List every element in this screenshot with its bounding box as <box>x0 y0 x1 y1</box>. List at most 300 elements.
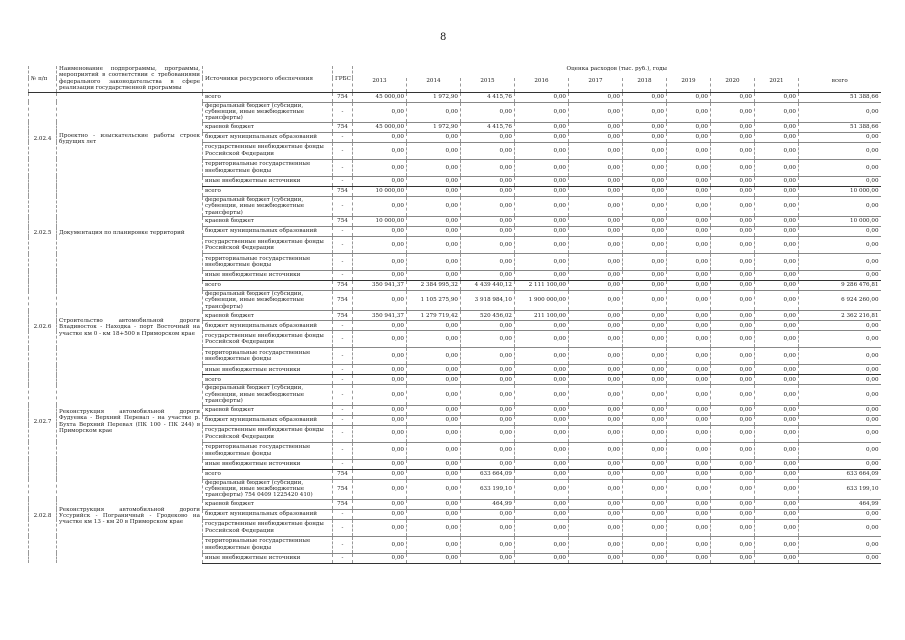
amount-cell: 1 972,90 <box>407 122 461 132</box>
amount-cell: 0,00 <box>461 536 515 553</box>
amount-cell: 0,00 <box>569 499 623 509</box>
amount-cell: 0,00 <box>353 479 407 499</box>
funding-source: бюджет муниципальных образований <box>203 509 333 519</box>
header-year: 2017 <box>569 78 623 92</box>
amount-cell: 0,00 <box>711 553 755 563</box>
funding-source: государственные внебюджетные фонды Российской Федерации <box>203 142 333 159</box>
amount-cell: 0,00 <box>569 254 623 271</box>
amount-cell: 0,00 <box>407 132 461 142</box>
funding-source: федеральный бюджет (субсидии, субвенции, иные межбюджетные трансферты) <box>203 385 333 405</box>
amount-cell: 0,00 <box>353 405 407 415</box>
amount-cell: 0,00 <box>623 405 667 415</box>
grbs-code: - <box>333 102 353 122</box>
funding-source: иные внебюджетные источники <box>203 176 333 186</box>
amount-cell: 0,00 <box>407 442 461 459</box>
amount-cell: 1 105 275,90 <box>407 291 461 311</box>
amount-cell: 0,00 <box>667 331 711 348</box>
funding-source: территориальные государственные внебюджетные фонды <box>203 254 333 271</box>
amount-cell: 0,00 <box>799 254 881 271</box>
amount-cell: 0,00 <box>353 509 407 519</box>
amount-cell: 0,00 <box>569 415 623 425</box>
amount-cell: 0,00 <box>711 405 755 415</box>
amount-cell: 0,00 <box>755 237 799 254</box>
amount-cell: 0,00 <box>407 365 461 375</box>
amount-cell: 0,00 <box>711 321 755 331</box>
amount-cell: 0,00 <box>353 499 407 509</box>
amount-cell: 0,00 <box>623 132 667 142</box>
amount-cell: 0,00 <box>569 385 623 405</box>
amount-cell: 0,00 <box>711 227 755 237</box>
amount-cell: 0,00 <box>353 102 407 122</box>
amount-cell: 0,00 <box>711 509 755 519</box>
amount-cell: 0,00 <box>515 132 569 142</box>
amount-cell: 0,00 <box>461 132 515 142</box>
amount-cell: 0,00 <box>667 536 711 553</box>
amount-cell: 0,00 <box>711 237 755 254</box>
amount-cell: 0,00 <box>461 196 515 216</box>
amount-cell: 0,00 <box>711 142 755 159</box>
amount-cell: 0,00 <box>407 102 461 122</box>
amount-cell: 1 279 719,42 <box>407 311 461 321</box>
amount-cell: 0,00 <box>667 553 711 563</box>
amount-cell: 0,00 <box>711 536 755 553</box>
grbs-code: 754 <box>333 479 353 499</box>
amount-cell: 0,00 <box>755 425 799 442</box>
table-row <box>29 469 881 479</box>
funding-source: государственные внебюджетные фонды Российской Федерации <box>203 425 333 442</box>
amount-cell: 0,00 <box>515 415 569 425</box>
amount-cell: 10 000,00 <box>353 217 407 227</box>
amount-cell: 0,00 <box>569 405 623 415</box>
amount-cell: 0,00 <box>515 321 569 331</box>
amount-cell: 0,00 <box>755 479 799 499</box>
amount-cell: 0,00 <box>667 499 711 509</box>
amount-cell: 0,00 <box>711 499 755 509</box>
amount-cell: 0,00 <box>755 227 799 237</box>
header-year: 2021 <box>755 78 799 92</box>
amount-cell: 0,00 <box>623 102 667 122</box>
header-name: Наименование подпрограммы, программы, мероприятий в соответствии с требованиями федерального законодательства в сфере реализации государственной программы <box>57 66 203 92</box>
amount-cell: 0,00 <box>569 142 623 159</box>
amount-cell: 0,00 <box>799 553 881 563</box>
grbs-code: - <box>333 132 353 142</box>
amount-cell: 0,00 <box>569 519 623 536</box>
amount-cell: 0,00 <box>667 469 711 479</box>
header-year: всего <box>799 78 881 92</box>
amount-cell: 0,00 <box>755 405 799 415</box>
funding-source: иные внебюджетные источники <box>203 365 333 375</box>
amount-cell: 0,00 <box>461 142 515 159</box>
amount-cell: 0,00 <box>353 348 407 365</box>
amount-cell: 0,00 <box>515 479 569 499</box>
amount-cell: 0,00 <box>515 142 569 159</box>
amount-cell: 0,00 <box>667 132 711 142</box>
amount-cell: 0,00 <box>515 519 569 536</box>
amount-cell: 0,00 <box>515 442 569 459</box>
funding-source: территориальные государственные внебюджетные фонды <box>203 159 333 176</box>
amount-cell: 0,00 <box>515 102 569 122</box>
grbs-code: - <box>333 442 353 459</box>
amount-cell: 0,00 <box>667 365 711 375</box>
amount-cell: 0,00 <box>569 237 623 254</box>
amount-cell: 0,00 <box>407 142 461 159</box>
amount-cell: 0,00 <box>755 321 799 331</box>
grbs-code: - <box>333 348 353 365</box>
amount-cell: 0,00 <box>711 375 755 385</box>
amount-cell: 0,00 <box>623 281 667 291</box>
amount-cell: 0,00 <box>353 459 407 469</box>
amount-cell: 0,00 <box>353 291 407 311</box>
amount-cell: 4 415,76 <box>461 122 515 132</box>
amount-cell: 0,00 <box>515 375 569 385</box>
amount-cell: 0,00 <box>461 331 515 348</box>
amount-cell: 0,00 <box>353 536 407 553</box>
item-name: Реконструкция автомобильной дороги Фудуевка - Верхний Перевал - на участке р. Бухта Верхний Перевал (ПК 100 - ПК 244) в Приморском крае <box>57 375 203 469</box>
amount-cell: 0,00 <box>353 375 407 385</box>
amount-cell: 0,00 <box>623 92 667 102</box>
amount-cell: 10 000,00 <box>353 186 407 196</box>
amount-cell: 0,00 <box>755 291 799 311</box>
funding-source: бюджет муниципальных образований <box>203 415 333 425</box>
amount-cell: 0,00 <box>799 536 881 553</box>
grbs-code: - <box>333 459 353 469</box>
amount-cell: 0,00 <box>569 291 623 311</box>
amount-cell: 2 111 100,00 <box>515 281 569 291</box>
amount-cell: 0,00 <box>667 186 711 196</box>
table-row <box>29 281 881 291</box>
amount-cell: 0,00 <box>569 196 623 216</box>
amount-cell: 0,00 <box>799 375 881 385</box>
amount-cell: 0,00 <box>515 271 569 281</box>
amount-cell: 0,00 <box>569 331 623 348</box>
grbs-code: - <box>333 159 353 176</box>
funding-source: краевой бюджет <box>203 311 333 321</box>
amount-cell: 0,00 <box>461 405 515 415</box>
amount-cell: 0,00 <box>667 217 711 227</box>
amount-cell: 0,00 <box>407 196 461 216</box>
amount-cell: 0,00 <box>515 254 569 271</box>
amount-cell: 2 362 216,81 <box>799 311 881 321</box>
amount-cell: 0,00 <box>569 509 623 519</box>
grbs-code: 754 <box>333 281 353 291</box>
amount-cell: 0,00 <box>711 176 755 186</box>
grbs-code: - <box>333 176 353 186</box>
amount-cell: 0,00 <box>667 415 711 425</box>
amount-cell: 0,00 <box>623 227 667 237</box>
amount-cell: 0,00 <box>755 196 799 216</box>
amount-cell: 0,00 <box>623 375 667 385</box>
amount-cell: 0,00 <box>407 321 461 331</box>
amount-cell: 0,00 <box>711 254 755 271</box>
amount-cell: 0,00 <box>799 142 881 159</box>
amount-cell: 0,00 <box>569 375 623 385</box>
amount-cell: 0,00 <box>799 442 881 459</box>
amount-cell: 0,00 <box>623 311 667 321</box>
amount-cell: 0,00 <box>667 159 711 176</box>
amount-cell: 0,00 <box>407 479 461 499</box>
amount-cell: 0,00 <box>623 217 667 227</box>
amount-cell: 0,00 <box>353 196 407 216</box>
amount-cell: 0,00 <box>711 425 755 442</box>
item-code: 2.02.7 <box>29 375 57 469</box>
amount-cell: 0,00 <box>667 281 711 291</box>
amount-cell: 0,00 <box>353 442 407 459</box>
amount-cell: 0,00 <box>755 176 799 186</box>
amount-cell: 0,00 <box>667 405 711 415</box>
amount-cell: 0,00 <box>755 132 799 142</box>
amount-cell: 0,00 <box>353 331 407 348</box>
amount-cell: 0,00 <box>569 536 623 553</box>
amount-cell: 4 439 440,12 <box>461 281 515 291</box>
amount-cell: 0,00 <box>799 385 881 405</box>
grbs-code: - <box>333 536 353 553</box>
amount-cell: 0,00 <box>711 102 755 122</box>
amount-cell: 0,00 <box>623 553 667 563</box>
amount-cell: 0,00 <box>407 254 461 271</box>
amount-cell: 0,00 <box>667 425 711 442</box>
amount-cell: 0,00 <box>799 331 881 348</box>
amount-cell: 0,00 <box>667 442 711 459</box>
amount-cell: 0,00 <box>407 459 461 469</box>
amount-cell: 0,00 <box>755 365 799 375</box>
amount-cell: 633 664,09 <box>799 469 881 479</box>
amount-cell: 0,00 <box>461 385 515 405</box>
item-name: Строительство автомобильной дороги Владивосток - Находка - порт Восточный на участке км 0 - км 18+500 в Приморском крае <box>57 281 203 375</box>
amount-cell: 0,00 <box>623 469 667 479</box>
amount-cell: 0,00 <box>353 415 407 425</box>
funding-source: государственные внебюджетные фонды Российской Федерации <box>203 331 333 348</box>
amount-cell: 0,00 <box>407 271 461 281</box>
amount-cell: 0,00 <box>755 331 799 348</box>
amount-cell: 0,00 <box>515 348 569 365</box>
grbs-code: - <box>333 365 353 375</box>
amount-cell: 350 941,37 <box>353 281 407 291</box>
amount-cell: 464,99 <box>461 499 515 509</box>
amount-cell: 0,00 <box>799 365 881 375</box>
amount-cell: 0,00 <box>353 254 407 271</box>
amount-cell: 0,00 <box>711 271 755 281</box>
amount-cell: 0,00 <box>569 479 623 499</box>
amount-cell: 0,00 <box>353 469 407 479</box>
amount-cell: 0,00 <box>667 142 711 159</box>
amount-cell: 0,00 <box>407 375 461 385</box>
funding-source: всего <box>203 469 333 479</box>
grbs-code: - <box>333 271 353 281</box>
amount-cell: 0,00 <box>353 425 407 442</box>
grbs-code: - <box>333 196 353 216</box>
amount-cell: 0,00 <box>799 102 881 122</box>
amount-cell: 0,00 <box>623 509 667 519</box>
amount-cell: 1 972,90 <box>407 92 461 102</box>
amount-cell: 10 000,00 <box>799 217 881 227</box>
amount-cell: 0,00 <box>667 254 711 271</box>
amount-cell: 0,00 <box>799 459 881 469</box>
amount-cell: 0,00 <box>623 459 667 469</box>
amount-cell: 0,00 <box>623 186 667 196</box>
grbs-code: - <box>333 405 353 415</box>
amount-cell: 0,00 <box>569 281 623 291</box>
amount-cell: 0,00 <box>461 365 515 375</box>
amount-cell: 0,00 <box>755 348 799 365</box>
funding-source: территориальные государственные внебюджетные фонды <box>203 536 333 553</box>
amount-cell: 0,00 <box>667 479 711 499</box>
amount-cell: 0,00 <box>407 176 461 186</box>
amount-cell: 0,00 <box>407 186 461 196</box>
amount-cell: 0,00 <box>569 176 623 186</box>
grbs-code: - <box>333 254 353 271</box>
amount-cell: 0,00 <box>711 196 755 216</box>
amount-cell: 0,00 <box>515 385 569 405</box>
amount-cell: 520 456,02 <box>461 311 515 321</box>
header-year: 2014 <box>407 78 461 92</box>
amount-cell: 0,00 <box>407 536 461 553</box>
amount-cell: 0,00 <box>799 425 881 442</box>
amount-cell: 0,00 <box>569 271 623 281</box>
grbs-code: - <box>333 227 353 237</box>
amount-cell: 51 388,66 <box>799 92 881 102</box>
amount-cell: 0,00 <box>569 442 623 459</box>
grbs-code: - <box>333 509 353 519</box>
grbs-code: 754 <box>333 122 353 132</box>
amount-cell: 0,00 <box>461 254 515 271</box>
header-year: 2016 <box>515 78 569 92</box>
funding-source: всего <box>203 375 333 385</box>
amount-cell: 0,00 <box>353 132 407 142</box>
amount-cell: 0,00 <box>461 375 515 385</box>
amount-cell: 0,00 <box>711 122 755 132</box>
amount-cell: 0,00 <box>407 425 461 442</box>
amount-cell: 0,00 <box>515 217 569 227</box>
amount-cell: 0,00 <box>623 479 667 499</box>
amount-cell: 0,00 <box>515 159 569 176</box>
amount-cell: 10 000,00 <box>799 186 881 196</box>
amount-cell: 0,00 <box>755 92 799 102</box>
amount-cell: 0,00 <box>799 196 881 216</box>
amount-cell: 0,00 <box>569 365 623 375</box>
amount-cell: 2 384 995,32 <box>407 281 461 291</box>
amount-cell: 0,00 <box>755 271 799 281</box>
amount-cell: 0,00 <box>515 405 569 415</box>
amount-cell: 0,00 <box>623 499 667 509</box>
table-row <box>29 186 881 196</box>
amount-cell: 211 100,00 <box>515 311 569 321</box>
amount-cell: 0,00 <box>515 365 569 375</box>
amount-cell: 0,00 <box>755 122 799 132</box>
amount-cell: 0,00 <box>623 237 667 254</box>
grbs-code: - <box>333 385 353 405</box>
amount-cell: 0,00 <box>755 254 799 271</box>
amount-cell: 0,00 <box>799 519 881 536</box>
amount-cell: 0,00 <box>515 227 569 237</box>
amount-cell: 0,00 <box>667 459 711 469</box>
amount-cell: 0,00 <box>353 321 407 331</box>
amount-cell: 0,00 <box>711 281 755 291</box>
amount-cell: 0,00 <box>461 442 515 459</box>
amount-cell: 0,00 <box>515 425 569 442</box>
amount-cell: 0,00 <box>623 365 667 375</box>
amount-cell: 4 415,76 <box>461 92 515 102</box>
amount-cell: 0,00 <box>569 217 623 227</box>
funding-source: федеральный бюджет (субсидии, субвенции, иные межбюджетные трансферты) <box>203 291 333 311</box>
amount-cell: 0,00 <box>623 331 667 348</box>
amount-cell: 0,00 <box>667 237 711 254</box>
amount-cell: 0,00 <box>353 553 407 563</box>
amount-cell: 0,00 <box>353 237 407 254</box>
funding-source: всего <box>203 92 333 102</box>
grbs-code: - <box>333 425 353 442</box>
amount-cell: 0,00 <box>667 176 711 186</box>
amount-cell: 0,00 <box>461 102 515 122</box>
amount-cell: 0,00 <box>755 142 799 159</box>
amount-cell: 0,00 <box>667 271 711 281</box>
amount-cell: 0,00 <box>755 469 799 479</box>
item-name: Документация по планировке территорий <box>57 186 203 280</box>
amount-cell: 633 199,10 <box>461 479 515 499</box>
amount-cell: 0,00 <box>667 348 711 365</box>
amount-cell: 0,00 <box>623 254 667 271</box>
amount-cell: 0,00 <box>353 142 407 159</box>
amount-cell: 0,00 <box>407 227 461 237</box>
grbs-code: - <box>333 331 353 348</box>
grbs-code: 754 <box>333 92 353 102</box>
funding-source: бюджет муниципальных образований <box>203 132 333 142</box>
page-number: 8 <box>440 32 447 43</box>
amount-cell: 0,00 <box>623 291 667 311</box>
amount-cell: 0,00 <box>755 159 799 176</box>
funding-source: федеральный бюджет (субсидии, субвенции, иные межбюджетные трансферты) 754 0409 1225420 410) <box>203 479 333 499</box>
amount-cell: 0,00 <box>569 122 623 132</box>
funding-source: краевой бюджет <box>203 122 333 132</box>
amount-cell: 0,00 <box>755 311 799 321</box>
amount-cell: 0,00 <box>755 385 799 405</box>
amount-cell: 0,00 <box>569 469 623 479</box>
grbs-code: - <box>333 553 353 563</box>
amount-cell: 0,00 <box>667 385 711 405</box>
amount-cell: 0,00 <box>461 271 515 281</box>
amount-cell: 0,00 <box>623 348 667 365</box>
amount-cell: 0,00 <box>711 442 755 459</box>
amount-cell: 0,00 <box>515 92 569 102</box>
amount-cell: 0,00 <box>569 132 623 142</box>
amount-cell: 0,00 <box>515 469 569 479</box>
amount-cell: 0,00 <box>569 311 623 321</box>
amount-cell: 0,00 <box>569 159 623 176</box>
table-row <box>29 92 881 102</box>
amount-cell: 0,00 <box>711 159 755 176</box>
funding-source: иные внебюджетные источники <box>203 553 333 563</box>
grbs-code: - <box>333 375 353 385</box>
amount-cell: 0,00 <box>711 186 755 196</box>
amount-cell: 0,00 <box>711 415 755 425</box>
amount-cell: 350 941,37 <box>353 311 407 321</box>
amount-cell: 0,00 <box>569 425 623 442</box>
amount-cell: 0,00 <box>667 122 711 132</box>
amount-cell: 45 000,00 <box>353 122 407 132</box>
amount-cell: 0,00 <box>407 553 461 563</box>
amount-cell: 0,00 <box>407 348 461 365</box>
item-code: 2.02.8 <box>29 469 57 563</box>
amount-cell: 0,00 <box>667 519 711 536</box>
amount-cell: 0,00 <box>461 159 515 176</box>
grbs-code: 754 <box>333 469 353 479</box>
amount-cell: 0,00 <box>711 365 755 375</box>
grbs-code: - <box>333 321 353 331</box>
amount-cell: 0,00 <box>799 321 881 331</box>
header-year: 2019 <box>667 78 711 92</box>
amount-cell: 3 918 984,10 <box>461 291 515 311</box>
amount-cell: 0,00 <box>515 459 569 469</box>
amount-cell: 0,00 <box>755 442 799 459</box>
